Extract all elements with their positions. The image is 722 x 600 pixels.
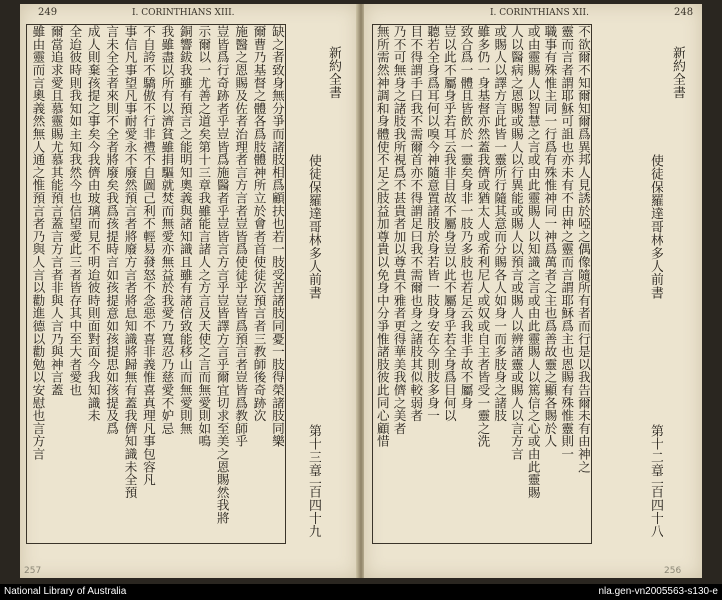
page-numeral: 二百四十八: [648, 472, 663, 538]
margin-title: 新約全書: [326, 46, 341, 99]
text-column: 雖由靈而言奧義然無人通之惟預言者乃與人言以勸進德以勸勉以安慰也言方言: [30, 25, 46, 461]
right-page: [364, 4, 702, 578]
text-column: 或賜人以譯方言此皆一靈所行隨其意而分賜各人如身一而多肢身之諸肢: [492, 25, 508, 422]
text-column: 豈以此不屬身乎若耳云我非目故不屬身豈以此不屬身乎若全身爲目何以: [441, 25, 457, 422]
text-column: 或由靈賜人以智慧之言或由此靈賜人以知識之言或由此靈賜人以篤信之心或由此靈賜: [525, 25, 541, 499]
text-column: 豈皆爲行奇跡者乎豈皆爲施醫者乎豈皆言方言乎豈皆譯方言乎爾宜切求至美之恩賜然我將: [214, 25, 230, 525]
book-title: 使徒保羅達哥林多人前書: [306, 154, 321, 300]
text-column: 靈而言者謂耶穌可詛也亦未有不由神之靈而言謂耶穌爲主也恩賜有殊惟靈則一: [559, 25, 575, 461]
book-title: 使徒保羅達哥林多人前書: [648, 154, 663, 300]
page-number: 249: [38, 7, 58, 18]
text-column: 爾曹乃基督之體各爲肢體神所立於會者首使徒次預言者三教師後奇跡次: [251, 25, 267, 422]
text-column: 雖多仍一身基督亦然蓋我儕或猶太人或希利尼人或奴或自主者皆受一靈之洗: [475, 25, 491, 448]
text-block: [26, 24, 286, 544]
pencil-note: 256: [664, 566, 682, 576]
running-head: I. CORINTHIANS XII.: [490, 8, 589, 18]
text-column: 不欲爾不知爾知爾爲異邦人見誘於啞之偶像隨所有者而行是以我告爾未有由神之: [575, 25, 591, 473]
chapter-label: 第十三章: [306, 424, 321, 477]
text-column: 目不得謂手曰我不需爾首亦不得謂足曰我不需爾也身之諸肢其似較弱者: [408, 25, 424, 422]
text-column: 我雖盡以所有以濟貧雖捐驅就焚而無愛亦無益於我愛乃寬忍乃慈愛不妒忌: [159, 25, 175, 435]
running-head: I. CORINTHIANS XIII.: [132, 8, 235, 18]
text-column: 乃不可無身之諸肢我所視爲不甚貴者加以尊貴不雅者更得華美我儕之美者: [391, 25, 407, 435]
text-column: 無所需然神調和身體使不足之肢益加尊貴以免身中分爭惟諸肢彼此同心顧惜: [374, 25, 390, 448]
text-column: 全迨彼時則我知如主知我然今也信望愛此三者皆存其中至大者愛也: [67, 25, 83, 397]
margin-title: 新約全書: [670, 46, 685, 99]
footer-library: National Library of Australia: [4, 586, 127, 597]
text-column: 言未全全者來則不全者將廢矣我爲孩提時言如孩提意如孩提思如孩提及爲: [104, 25, 120, 435]
text-column: 示爾以一尤善之道矣第十三章我雖能言諸人之方言及天使之言而無愛則如鳴: [196, 25, 212, 448]
text-column: 不自誇不驕傲不行非禮不自圖己利不輕易發怒不念惡不喜非義惟喜真理凡事包容凡: [140, 25, 156, 486]
pencil-note: 257: [24, 566, 42, 576]
page-numeral: 二百四十九: [306, 472, 321, 538]
text-column: 事信凡事望凡事耐愛永不廢然預言者將廢方言者將息知識將歸無有蓋我儕知識未全預: [122, 25, 138, 499]
text-column: 致合爲一體且皆飲於一靈矣身非一肢乃多肢也若足云我非手故不屬身: [458, 25, 474, 409]
text-column: 爾當追求愛且慕靈賜尤慕其能預言蓋言方言者非與人言乃與神言蓋: [48, 25, 64, 397]
text-column: 施醫之恩賜及佐者治理者言方言者豈皆爲使徒乎豈皆爲預言者豈皆爲教師乎: [233, 25, 249, 448]
text-column: 人以醫病之恩賜或賜人以行異能或賜人以預言或賜人以辨諸靈或賜人以言方言: [508, 25, 524, 461]
text-column: 聽若全身爲耳何以嗅今神隨意置諸肢於身若皆一肢身安在今則肢多身一: [425, 25, 441, 422]
text-column: 銅響鈸我雖有預言之能明知奧義與諸知識且雖有諸信致能移山而無愛則無: [177, 25, 193, 435]
text-block: [372, 24, 592, 544]
text-column: 成人則棄孩提之事矣今我儕由玻璃而見不明迨彼時則面對面今我知識未: [85, 25, 101, 422]
footer-identifier: nla.gen-vn2005563-s130-e: [598, 586, 718, 597]
footer-bar: [0, 584, 722, 600]
page-number: 248: [674, 7, 694, 18]
chapter-label: 第十二章: [648, 424, 663, 477]
text-column: 缺之者致身無分爭而諸肢相爲顧扶也若一肢受苦諸肢同憂一肢得榮諸肢同樂: [269, 25, 285, 448]
text-column: 職事有殊惟主同一行爲有殊惟神同一神爲萬者之主也爲善故靈之顯各賜於人: [542, 25, 558, 448]
left-page: [20, 4, 358, 578]
